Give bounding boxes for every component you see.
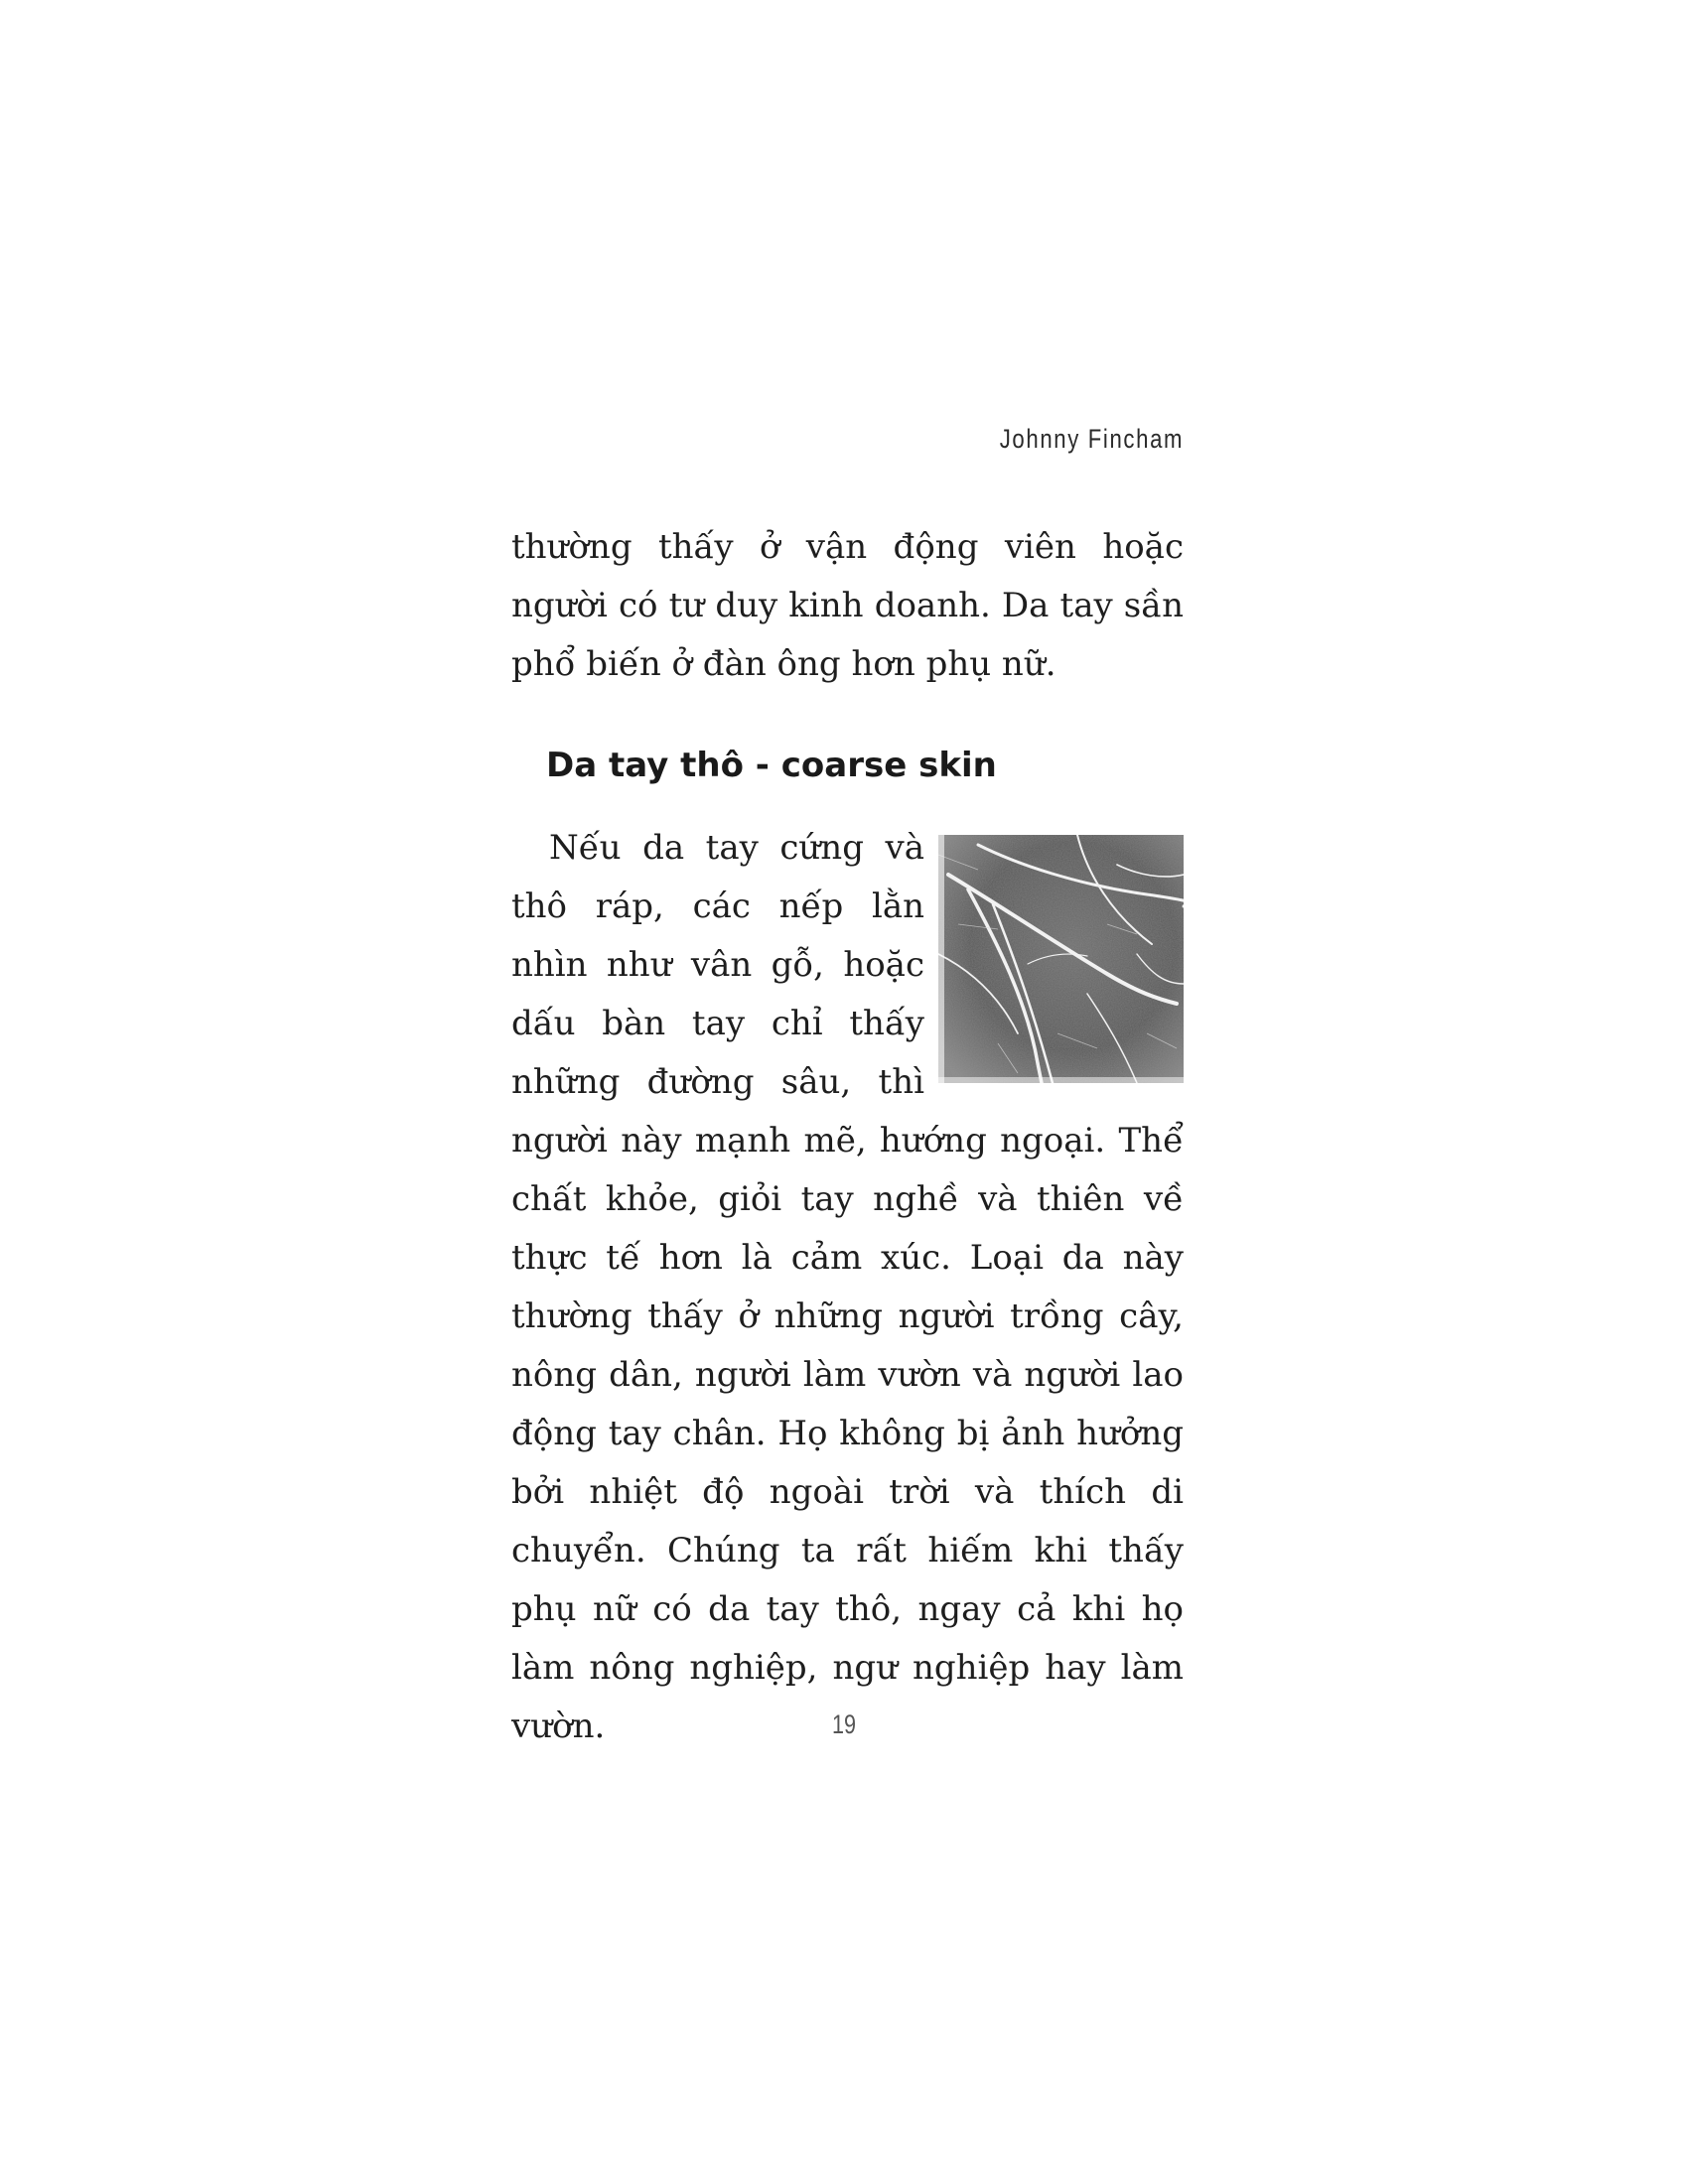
page-number: 19 — [831, 1709, 857, 1739]
paragraph-continuation: thường thấy ở vận động viên hoặc người có tư duy kinh doanh. Da tay sần phổ biến ở đàn ông hơn phụ nữ. — [511, 527, 1184, 684]
section-heading: Da tay thô - coarse skin — [546, 746, 997, 785]
running-header-author: Johnny Fincham — [999, 424, 1184, 454]
coarse-skin-palm-print-image — [938, 835, 1184, 1083]
paragraph-coarse-skin-block — [511, 819, 1184, 1756]
paragraph-coarse-skin: Nếu da tay cứng và thô ráp, các nếp lằn nhìn như vân gỗ, hoặc dấu bàn tay chỉ thấy những đường sâu, thì người này mạnh mẽ, hướng ngoại. Thể chất khỏe, giỏi tay nghề và thiên về thực tế hơn là cảm xúc. Loại da này thường thấy ở những người trồng cây, nông dân, người làm vườn và người lao động tay chân. Họ không bị ảnh hưởng bởi nhiệt độ ngoài trời và thích di chuyển. Chúng ta rất hiếm khi thấy phụ nữ có da tay thô, ngay cả khi họ làm nông nghiệp, ngư nghiệp hay làm vườn. — [511, 828, 1184, 1746]
